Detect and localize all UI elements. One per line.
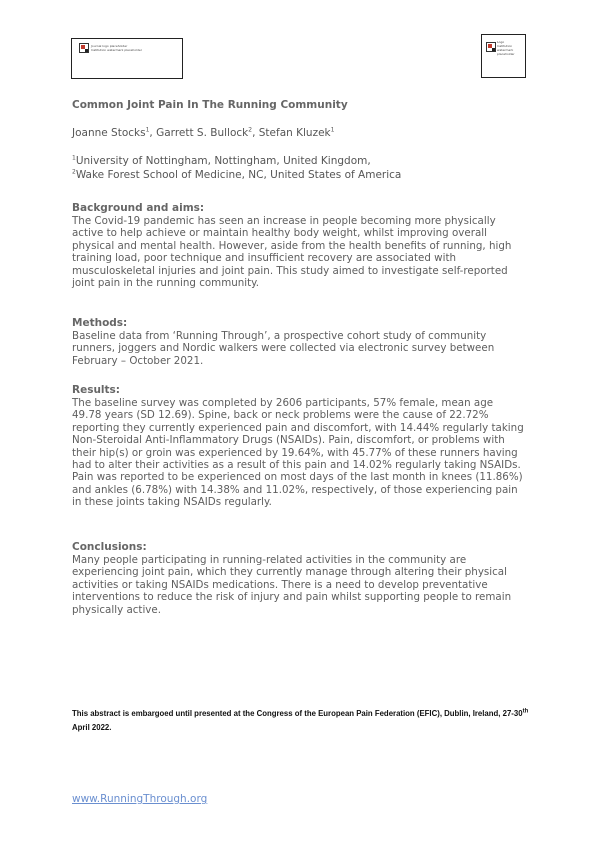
header-logo-text-left: Journal logo placeholder Institution watermark placeholder	[91, 44, 142, 52]
section-text-background: The Covid-19 pandemic has seen an increase in people becoming more physically active to help achieve or maintain healthy body weight, whilst improving overall physical and mental health. However, aside from the health benefits of running, high training load, poor technique and insufficient recovery are associated with musculoskeletal injuries and joint pain. This study aimed to investigate self-reported joint pain in the running community.	[72, 215, 512, 290]
affiliation: $^1$University of Nottingham, Nottingham, United Kingdom,	[72, 154, 371, 167]
page-title: Common Joint Pain In The Running Community	[72, 99, 348, 111]
header-logo-box-left	[71, 38, 183, 79]
qr-code-icon	[486, 42, 496, 52]
author-list: Joanne Stocks$^1$, Garrett S. Bullock$^2$, Stefan Kluzek$^1$	[72, 126, 335, 139]
author-affiliation-marker: 2	[248, 126, 253, 134]
section-text-conclusions: Many people participating in running-related activities in the community are experiencing joint pain, which they currently manage through altering their physical activities or taking NSAIDs medications. There is a need to develop preventative interventions to reduce the risk of injury and pain whilst supporting people to remain physically active.	[72, 554, 512, 616]
section-heading-results: Results:	[72, 384, 120, 396]
qr-code-icon	[79, 43, 89, 53]
author-name: Stefan Kluzek	[258, 127, 331, 139]
author-name: Garrett S. Bullock	[156, 127, 249, 139]
website-link[interactable]: www.RunningThrough.org	[72, 793, 208, 805]
author-affiliation-marker: 1	[145, 126, 150, 134]
header-logo-text-right: Logo Institution watermark placeholder	[497, 40, 515, 56]
header-logo-box-right	[481, 34, 526, 78]
section-heading-conclusions: Conclusions:	[72, 541, 147, 553]
section-text-methods: Baseline data from ‘Running Through’, a prospective cohort study of community runners, joggers and Nordic walkers were collected via electronic survey between February – October 2021.	[72, 330, 495, 367]
section-text-results: The baseline survey was completed by 2606 participants, 57% female, mean age 49.78 years (SD 12.69). Spine, back or neck problems were the cause of 22.72% reporting they currently experienced pain and discomfort, with 14.44% regularly taking Non-Steroidal Anti-Inflammatory Drugs (NSAIDs). Pain, discomfort, or problems with their hip(s) or groin was experienced by 19.64%, with 45.77% of these runners having had to alter their activities as a result of this pain and 14.02% regularly taking NSAIDs. Pain was reported to be experienced on most days of the last month in knees (11.86%) and ankles (6.78%) with 14.38% and 11.02%, respectively, of those experiencing pain in these joints taking NSAIDs regularly.	[72, 397, 524, 509]
affiliation: $^2$Wake Forest School of Medicine, NC, United States of America	[72, 168, 402, 181]
author-affiliation-marker: 1	[330, 126, 335, 134]
section-heading-methods: Methods:	[72, 317, 128, 329]
embargo-notice: This abstract is embargoed until presented at the Congress of the European Pain Federation (EFIC), Dublin, Ireland, 27-30th April 2022.	[72, 708, 529, 732]
section-heading-background: Background and aims:	[72, 202, 205, 214]
author-name: Joanne Stocks	[72, 127, 146, 139]
